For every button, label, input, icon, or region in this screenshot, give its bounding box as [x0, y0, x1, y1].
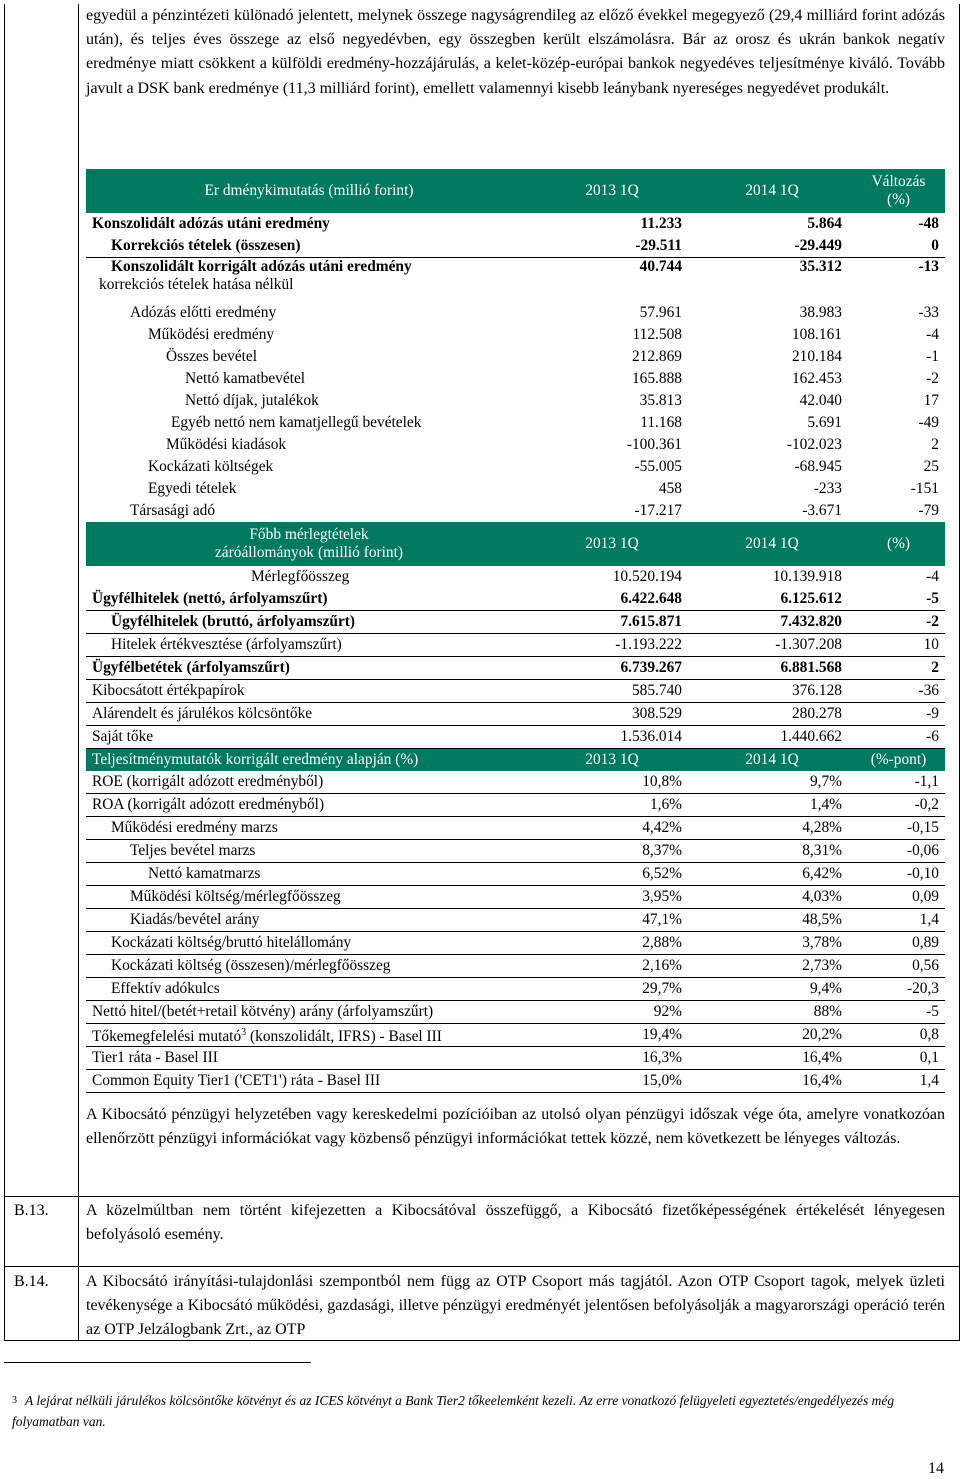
row-value-v1: 8,37%: [532, 840, 692, 863]
row-label-text: Összes bevétel: [166, 348, 258, 365]
row-value-v2: 48,5%: [692, 909, 852, 932]
row-label: [86, 588, 532, 611]
row-value-v2: 9,7%: [692, 771, 852, 794]
row-value-v2: 5.691: [807, 414, 842, 431]
row-label: [86, 817, 532, 840]
row-label: [86, 258, 532, 303]
row-value-v3: -13: [918, 258, 939, 275]
table-row: [86, 1070, 945, 1093]
section-label-b13: B.13.: [14, 1202, 49, 1219]
row-value-v3: 0,56: [852, 955, 945, 978]
row-value-v3: -0,2: [852, 794, 945, 817]
row-value-v3: -1: [926, 348, 939, 365]
row-value-v3: 10: [852, 634, 945, 657]
change-unit: (%): [886, 191, 911, 208]
ratios-col-2013: 2013 1Q: [532, 749, 692, 772]
row-value-v2: 16,4%: [692, 1070, 852, 1093]
table-row: [86, 213, 945, 235]
row-value-v3: -4: [926, 326, 939, 343]
table-row: [86, 368, 945, 390]
row-value-v3: 0,89: [852, 932, 945, 955]
table-row: [86, 886, 945, 909]
balance-sheet-section: [86, 522, 945, 749]
table-row: [86, 680, 945, 703]
row-value-v2: 6.881.568: [692, 657, 852, 680]
row-label: [86, 840, 532, 863]
row-value-v1: 11.233: [640, 215, 682, 232]
row-value-v1: 19,4%: [532, 1024, 692, 1047]
row-value-v3: -0,15: [852, 817, 945, 840]
row-value-v2: 7.432.820: [692, 611, 852, 634]
table-row: [86, 434, 945, 456]
balance-col-2013: 2013 1Q: [532, 522, 692, 566]
column-separator: [78, 4, 79, 1340]
row-label: [86, 1047, 532, 1070]
row-label-text: Működési eredmény marzs: [111, 819, 278, 836]
table-row: [86, 817, 945, 840]
row-label: [86, 726, 532, 749]
income-col-2014: 2014 1Q: [692, 169, 852, 213]
row-value-v1: 6,52%: [532, 863, 692, 886]
change-label: Változás: [871, 173, 926, 190]
row-label: [86, 346, 532, 368]
row-value-v1: 6.422.648: [532, 588, 692, 611]
row-label-text: Kiadás/bevétel arány: [130, 911, 260, 928]
row-label: [86, 680, 532, 703]
row-label: [86, 1024, 532, 1047]
row-value-v3: -6: [852, 726, 945, 749]
row-value-v1: 1,6%: [532, 794, 692, 817]
row-value-v1: 112.508: [632, 326, 682, 343]
row-value-v1: 15,0%: [532, 1070, 692, 1093]
row-value-v2: 42.040: [799, 392, 842, 409]
row-value-v2: 20,2%: [692, 1024, 852, 1047]
row-value-v1: 585.740: [532, 680, 692, 703]
row-value-v2: 108.161: [791, 326, 842, 343]
table-row: [86, 1047, 945, 1070]
table-row: [86, 412, 945, 434]
row-value-v2: 210.184: [791, 348, 842, 365]
row-value-v2: -233: [813, 480, 842, 497]
table-row: [86, 500, 945, 522]
row-value-v1: -17.217: [634, 502, 682, 519]
row-value-v2: -1.307.208: [692, 634, 852, 657]
row-value-v1: -29.511: [532, 235, 692, 258]
table-row: [86, 478, 945, 500]
row-label-text: Nettó hitel/(betét+retail kötvény) arány (árfolyamszűrt): [92, 1003, 434, 1020]
row-value-v3: -4: [926, 568, 939, 585]
row-label-text: Ügyfélbetétek (árfolyamszűrt): [92, 659, 290, 676]
ratios-col-2014: 2014 1Q: [692, 749, 852, 772]
row-value-v1: 3,95%: [532, 886, 692, 909]
row-value-v2: 6,42%: [692, 863, 852, 886]
row-label-text: Ügyfélhitelek (nettó, árfolyamszűrt): [92, 590, 328, 607]
row-label: [86, 434, 532, 456]
row-value-v3: -0,06: [852, 840, 945, 863]
row-label-text: Működési kiadások: [166, 436, 287, 453]
table-row: [86, 634, 945, 657]
table-row: [86, 909, 945, 932]
row-label-text: Teljes bevétel marzs: [130, 842, 256, 859]
row-label: [86, 1070, 532, 1093]
row-value-v3: 1,4: [852, 1070, 945, 1093]
table-row: [86, 324, 945, 346]
row-value-v2: 1,4%: [692, 794, 852, 817]
row-value-v2: -3.671: [802, 502, 842, 519]
row-value-v2: 1.440.662: [692, 726, 852, 749]
row-value-v1: 2,16%: [532, 955, 692, 978]
row-label: [86, 213, 532, 235]
table-row: [86, 955, 945, 978]
row-label-text: Saját tőke: [92, 728, 154, 745]
row-label-text: Ügyfélhitelek (bruttó, árfolyamszűrt): [111, 613, 356, 630]
row-label: [86, 1001, 532, 1024]
row-label-text: Common Equity Tier1 ('CET1') ráta - Basel III: [92, 1072, 381, 1090]
row-label: [86, 771, 532, 794]
section-text-b14: A Kibocsátó irányítási-tulajdonlási szempontból nem függ az OTP Csoport más tagjától. Azon OTP Csoport tagok, melyek üzleti tevékenysége a Kibocsátó működési, gazdasági, illetve pénzügyi eredményét jelentősen befolyásolják a magyarországi operáció terén az OTP Jelzálogbank Zrt., az OTP: [86, 1273, 945, 1338]
table-row: [86, 840, 945, 863]
row-label: [86, 302, 532, 324]
row-value-v1: 2,88%: [532, 932, 692, 955]
table-row: [86, 932, 945, 955]
table-row: [86, 258, 945, 303]
row-label-line2: korrekciós tételek hatása nélkül: [99, 276, 294, 293]
row-value-v2: 38.983: [799, 304, 842, 321]
row-value-v1: 10,8%: [532, 771, 692, 794]
row-value-v2: 6.125.612: [692, 588, 852, 611]
row-value-v3: -33: [918, 304, 939, 321]
row-value-v3: 0,09: [852, 886, 945, 909]
row-label-text: Nettó díjak, jutalékok: [185, 392, 319, 409]
row-label: [86, 412, 532, 434]
row-divider-b14: [4, 1266, 959, 1267]
row-label-text: Kockázati költség/bruttó hitelállomány: [111, 934, 352, 951]
row-value-v2: 280.278: [692, 703, 852, 726]
row-value-v1: 35.813: [639, 392, 682, 409]
row-label-text: Konszolidált adózás utáni eredmény: [92, 215, 330, 232]
ratios-col-change: (%-pont): [852, 749, 945, 772]
row-value-v3: -2: [926, 370, 939, 387]
row-label: [86, 955, 532, 978]
row-value-v1: 10.520.194: [612, 568, 682, 585]
row-value-v2: 35.312: [799, 258, 842, 275]
row-value-v1: 47,1%: [532, 909, 692, 932]
table-row: [86, 771, 945, 794]
row-value-v1: 212.869: [631, 348, 682, 365]
row-value-v1: -1.193.222: [532, 634, 692, 657]
table-row: [86, 703, 945, 726]
row-label: [86, 886, 532, 909]
table-row: [86, 1001, 945, 1024]
row-label-text: Kibocsátott értékpapírok: [92, 682, 245, 699]
row-label-suffix: (konszolidált, IFRS) - Basel III: [246, 1028, 442, 1046]
section-text-b13: A közelmúltban nem történt kifejezetten a Kibocsátóval összefüggő, a Kibocsátó fizetőképességének értékelését lényegesen befolyásoló esemény.: [86, 1202, 945, 1243]
footnote-rule: [4, 1362, 311, 1363]
section-label-b14: B.14.: [14, 1273, 49, 1290]
row-value-v1: 308.529: [532, 703, 692, 726]
row-label: [86, 634, 532, 657]
row-value-v3: 0,1: [852, 1047, 945, 1070]
row-value-v3: 0: [852, 235, 945, 258]
row-value-v3: -5: [852, 1001, 945, 1024]
row-label: [86, 390, 532, 412]
row-label-text: Működési eredmény: [148, 326, 275, 343]
row-label-text: Nettó kamatbevétel: [185, 370, 306, 387]
row-value-v2: 4,28%: [692, 817, 852, 840]
row-label: [86, 794, 532, 817]
row-label-text: Társasági adó: [130, 502, 216, 519]
row-label: [86, 235, 532, 258]
closing-paragraph: A Kibocsátó pénzügyi helyzetében vagy kereskedelmi pozícióiban az utolsó olyan pénzügyi időszak vége óta, amelyre vonatkozóan ellenőrzött pénzügyi információkat vagy közbenső pénzügyi információkat tettek közzé, nem következett be lényeges változás.: [86, 1106, 945, 1147]
row-label-text: Tier1 ráta - Basel III: [92, 1049, 218, 1067]
row-label: [86, 324, 532, 346]
row-value-v2: 9,4%: [692, 978, 852, 1001]
row-label: [86, 978, 532, 1001]
income-statement-section: [86, 169, 945, 522]
row-value-v2: 88%: [692, 1001, 852, 1024]
row-value-v1: 1.536.014: [532, 726, 692, 749]
row-label: [86, 863, 532, 886]
table-row: [86, 657, 945, 680]
row-value-v2: 2,73%: [692, 955, 852, 978]
row-label: [86, 566, 532, 588]
table-row: [86, 794, 945, 817]
financial-summary-table: [86, 169, 945, 1093]
row-value-v1: -55.005: [634, 458, 682, 475]
row-value-v2: 3,78%: [692, 932, 852, 955]
row-value-v3: 1,4: [852, 909, 945, 932]
ratios-title: Teljesítménymutatók korrigált eredmény alapján (%): [86, 749, 532, 772]
row-label-text: Nettó kamatmarzs: [148, 865, 261, 882]
row-value-v1: 165.888: [631, 370, 682, 387]
row-value-v3: 17: [923, 392, 939, 409]
row-value-v2: -29.449: [692, 235, 852, 258]
row-label: [86, 657, 532, 680]
row-label: [86, 703, 532, 726]
row-value-v3: -36: [852, 680, 945, 703]
footnote-number: 3: [12, 1395, 17, 1406]
row-value-v1: 29,7%: [532, 978, 692, 1001]
row-label-text: Alárendelt és járulékos kölcsöntőke: [92, 705, 313, 722]
table-row: [86, 346, 945, 368]
table-row: [86, 611, 945, 634]
table-row: [86, 456, 945, 478]
table-row: [86, 235, 945, 258]
row-value-v3: -1,1: [852, 771, 945, 794]
row-value-v3: -49: [918, 414, 939, 431]
row-value-v3: -2: [852, 611, 945, 634]
balance-header-row: [86, 522, 945, 566]
row-value-v2: 16,4%: [692, 1047, 852, 1070]
table-row: [86, 978, 945, 1001]
row-value-v1: 11.168: [640, 414, 682, 431]
row-label-text: Korrekciós tételek (összesen): [111, 237, 301, 254]
table-row: [86, 588, 945, 611]
row-value-v2: 376.128: [692, 680, 852, 703]
table-row: [86, 863, 945, 886]
intro-paragraph: egyedül a pénzintézeti különadó jelentett, melynek összege nagyságrendileg az előző évekkel megegyező (29,4 milliárd forint adózás után), és teljes éves összege az első negyedévben, egy összegben került elszámolásra. Bár az orosz és ukrán bankok negatív eredménye miatt csökkent a külföldi eredmény-hozzájárulás, a kelet-közép-európai bankok negyedéves teljesítménye kiváló. Tovább javult a DSK bank eredménye (11,3 milliárd forint), emellett valamennyi kisebb leánybank nyereséges negyedévet produkált.: [86, 7, 945, 97]
balance-title: [86, 522, 532, 566]
row-label: [86, 456, 532, 478]
row-value-v1: -100.361: [626, 436, 682, 453]
table-row: [86, 302, 945, 324]
row-label-text: Tőkemegfelelési mutató: [92, 1028, 242, 1046]
row-label: [86, 478, 532, 500]
balance-col-change: (%): [852, 522, 945, 566]
row-label-text: Kockázati költségek: [148, 458, 274, 475]
row-value-v1: 40.744: [639, 258, 682, 275]
balance-title-line1: Főbb mérlegtételek: [249, 526, 369, 543]
row-label: [86, 611, 532, 634]
page-number: 14: [928, 1460, 944, 1477]
row-label-text: Effektív adókulcs: [111, 980, 220, 997]
footnote: [12, 1390, 947, 1432]
row-label: [86, 368, 532, 390]
row-label-text: Hitelek értékvesztése (árfolyamszűrt): [111, 636, 342, 653]
row-value-v2: 10.139.918: [772, 568, 842, 585]
row-value-v1: 4,42%: [532, 817, 692, 840]
balance-col-2014: 2014 1Q: [692, 522, 852, 566]
row-value-v3: 2: [931, 436, 939, 453]
row-value-v1: 92%: [532, 1001, 692, 1024]
row-label-text: ROE (korrigált adózott eredményből): [92, 773, 324, 790]
balance-title-line2: záróállományok (millió forint): [214, 544, 404, 561]
row-value-v1: 6.739.267: [532, 657, 692, 680]
row-label-text: Egyéb nettó nem kamatjellegű bevételek: [171, 414, 422, 431]
table-row: [86, 726, 945, 749]
row-label-text: Konszolidált korrigált adózás utáni eredmény: [111, 258, 412, 275]
row-divider-b13: [4, 1196, 959, 1197]
ratios-header-row: [86, 749, 945, 772]
row-value-v3: 2: [852, 657, 945, 680]
row-value-v3: -151: [910, 480, 939, 497]
row-value-v3: -79: [918, 502, 939, 519]
row-value-v2: -68.945: [794, 458, 842, 475]
row-value-v1: 57.961: [639, 304, 682, 321]
table-row: [86, 390, 945, 412]
row-value-v2: -102.023: [786, 436, 842, 453]
row-value-v1: 7.615.871: [532, 611, 692, 634]
row-label: [86, 932, 532, 955]
row-value-v3: -0,10: [852, 863, 945, 886]
row-label: [86, 500, 532, 522]
table-row: [86, 566, 945, 588]
income-col-2013: 2013 1Q: [532, 169, 692, 213]
row-value-v1: 16,3%: [532, 1047, 692, 1070]
table-row: [86, 1024, 945, 1047]
row-label-text: Mérlegfőösszeg: [251, 568, 350, 585]
ratios-section: [86, 749, 945, 1093]
row-label: [86, 909, 532, 932]
row-value-v3: -48: [918, 215, 939, 232]
row-value-v2: 8,31%: [692, 840, 852, 863]
income-col-change: [852, 169, 945, 213]
row-value-v1: 458: [658, 480, 682, 497]
row-value-v3: -5: [852, 588, 945, 611]
row-label-text: Működési költség/mérlegfőösszeg: [130, 888, 341, 905]
income-title: Er dménykimutatás (millió forint): [86, 169, 532, 213]
row-value-v3: 0,8: [852, 1024, 945, 1047]
row-value-v3: 25: [923, 458, 939, 475]
footnote-text: A lejárat nélküli járulékos kölcsöntőke kötvényt és az ICES kötvényt a Bank Tier2 tőkeelemként kezeli. Az erre vonatkozó felügyeleti egyeztetés/engedélyezés még folyamatban van.: [12, 1393, 895, 1429]
row-value-v3: -20,3: [852, 978, 945, 1001]
footnote-ref: 3: [241, 1027, 247, 1038]
income-header-row: [86, 169, 945, 213]
row-value-v2: 4,03%: [692, 886, 852, 909]
row-label-text: ROA (korrigált adózott eredményből): [92, 796, 325, 813]
row-label-text: Kockázati költség (összesen)/mérlegfőösszeg: [111, 957, 391, 974]
row-value-v2: 5.864: [807, 215, 842, 232]
row-value-v3: -9: [852, 703, 945, 726]
row-value-v2: 162.453: [791, 370, 842, 387]
row-label-text: Adózás előtti eredmény: [130, 304, 277, 321]
row-label-text: Egyedi tételek: [148, 480, 237, 497]
